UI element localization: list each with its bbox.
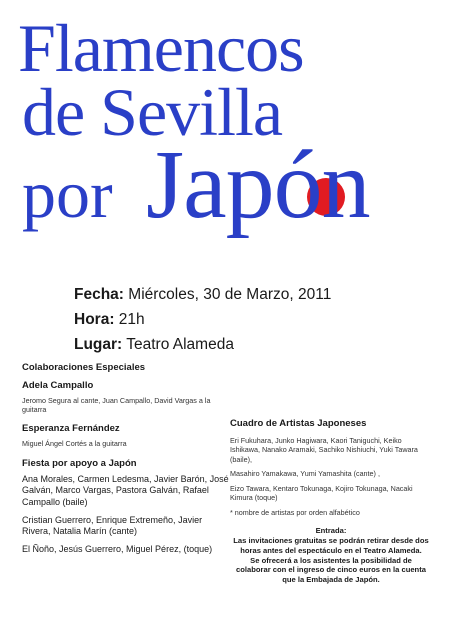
venue-value: Teatro Alameda: [126, 336, 234, 353]
adela-details: Jeromo Segura al cante, Juan Campallo, David Vargas a la guitarra: [22, 395, 211, 415]
alphabetical-note: * nombre de artistas por orden alfabético: [230, 507, 360, 517]
title-line-1: Flamencos: [18, 10, 304, 86]
right-column: [230, 418, 430, 522]
event-time: [74, 311, 145, 329]
left-column: [22, 362, 232, 562]
cante-artists: Cristian Guerrero, Enrique Extremeño, Javier Rivera, Natalia Marín (cante): [22, 514, 203, 537]
title-japon-o: ó: [273, 131, 322, 239]
adela-heading: Adela Campallo: [22, 379, 94, 391]
date-label: Fecha:: [74, 286, 124, 303]
venue-label: Lugar:: [74, 336, 123, 353]
japanese-baile: Eri Fukuhara, Junko Hagiwara, Kaori Taniguchi, Keiko Ishikawa, Nanako Aramaki, Sachiko Nishiuchi, Yuki Tawara (baile),: [230, 435, 418, 464]
date-value: Miércoles, 30 de Marzo, 2011: [128, 286, 332, 303]
esperanza-details: Miguel Ángel Cortés a la guitarra: [22, 439, 127, 449]
entrada-invitations: Las invitaciones gratuitas se podrán retirar desde dos horas antes del espectáculo en el Teatro Alameda.: [233, 535, 429, 555]
esperanza-heading: Esperanza Fernández: [22, 423, 120, 435]
cuadro-heading: Cuadro de Artistas Japoneses: [230, 418, 367, 429]
entrada-donation: Se ofrecerá a los asistentes la posibilidad de colaborar con el ingreso de cinco euros en la cuenta que la Embajada de Japón.: [236, 555, 426, 585]
japanese-cante: Masahiro Yamakawa, Yumi Yamashita (cante) ,: [230, 469, 380, 479]
event-date: [74, 286, 331, 304]
colaboraciones-heading: Colaboraciones Especiales: [22, 362, 146, 373]
title-japon-prefix: Jap: [146, 131, 274, 239]
japanese-toque: Eizo Tawara, Kentaro Tokunaga, Kojiro Tokunaga, Nacaki Kimura (toque): [230, 483, 413, 503]
time-label: Hora:: [74, 311, 115, 328]
fiesta-heading: Fiesta por apoyo a Japón: [22, 457, 137, 469]
entrada-heading: Entrada:: [315, 526, 347, 535]
entrada-block: [232, 526, 430, 585]
title-line-2: de Sevilla: [22, 74, 283, 150]
title-japon-suffix: n: [321, 131, 370, 239]
title-line-3-por: por: [22, 156, 113, 232]
toque-artists: El Ñoño, Jesús Guerrero, Miguel Pérez, (toque): [22, 544, 213, 555]
baile-artists: Ana Morales, Carmen Ledesma, Javier Barón, José Galván, Marco Vargas, Pastora Galván, Rafael Campallo (baile): [22, 473, 229, 507]
event-venue: [74, 336, 234, 354]
time-value: 21h: [118, 311, 145, 328]
title-line-3-japon: [146, 131, 370, 239]
